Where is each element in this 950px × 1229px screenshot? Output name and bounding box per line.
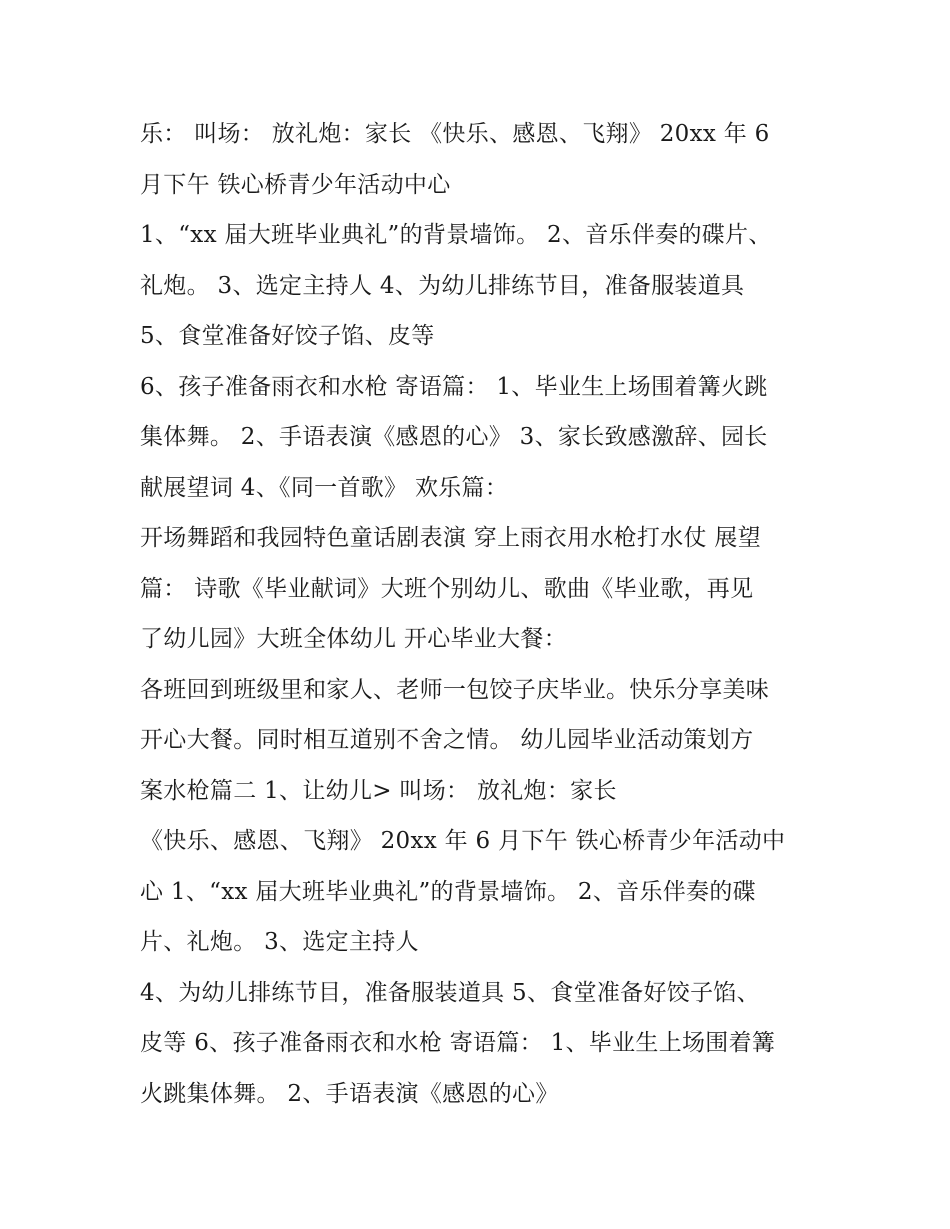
text-line: 礼炮。 3、选定主持人 4、为幼儿排练节目，准备服装道具: [140, 272, 745, 299]
text-line: 月下午 铁心桥青少年活动中心: [140, 171, 451, 198]
text-line: 6、孩子准备雨衣和水枪 寄语篇： 1、毕业生上场围着篝火跳: [140, 373, 768, 400]
text-line: 《快乐、感恩、飞翔》 20xx 年 6 月下午 铁心桥青少年活动中: [140, 828, 786, 854]
text-line: 开场舞蹈和我园特色童话剧表演 穿上雨衣用水枪打水仗 展望: [140, 525, 762, 551]
text-line: 了幼儿园》大班全体幼儿 开心毕业大餐：: [140, 626, 568, 652]
text-line: 乐： 叫场： 放礼炮：家长 《快乐、感恩、飞翔》 20xx 年 6: [140, 121, 770, 147]
document-body: [140, 109, 820, 1119]
text-line: 开心大餐。同时相互道别不舍之情。 幼儿园毕业活动策划方: [140, 727, 754, 753]
text-line: 各班回到班级里和家人、老师一包饺子庆毕业。快乐分享美味: [140, 676, 770, 703]
text-line: 5、食堂准备好饺子馅、皮等: [140, 323, 435, 349]
text-line: 案水枪篇二 1、让幼儿> 叫场： 放礼炮：家长: [140, 777, 617, 804]
text-line: 皮等 6、孩子准备雨衣和水枪 寄语篇： 1、毕业生上场围着篝: [140, 1030, 776, 1056]
text-line: 心 1、“xx 届大班毕业典礼”的背景墙饰。 2、音乐伴奏的碟: [140, 878, 756, 905]
text-line: 片、礼炮。 3、选定主持人: [140, 929, 419, 955]
text-line: 献展望词 4、《同一首歌》 欢乐篇：: [140, 474, 509, 501]
text-line: 1、“xx 届大班毕业典礼”的背景墙饰。 2、音乐伴奏的碟片、: [140, 222, 772, 248]
text-line: 集体舞。 2、手语表演《感恩的心》 3、家长致感激辞、园长: [140, 424, 768, 450]
text-line: 4、为幼儿排练节目，准备服装道具 5、食堂准备好饺子馅、: [140, 979, 760, 1006]
text-line: 火跳集体舞。 2、手语表演《感恩的心》: [140, 1080, 559, 1107]
text-line: 篇： 诗歌《毕业献词》大班个别幼儿、歌曲《毕业歌，再见: [140, 575, 754, 602]
